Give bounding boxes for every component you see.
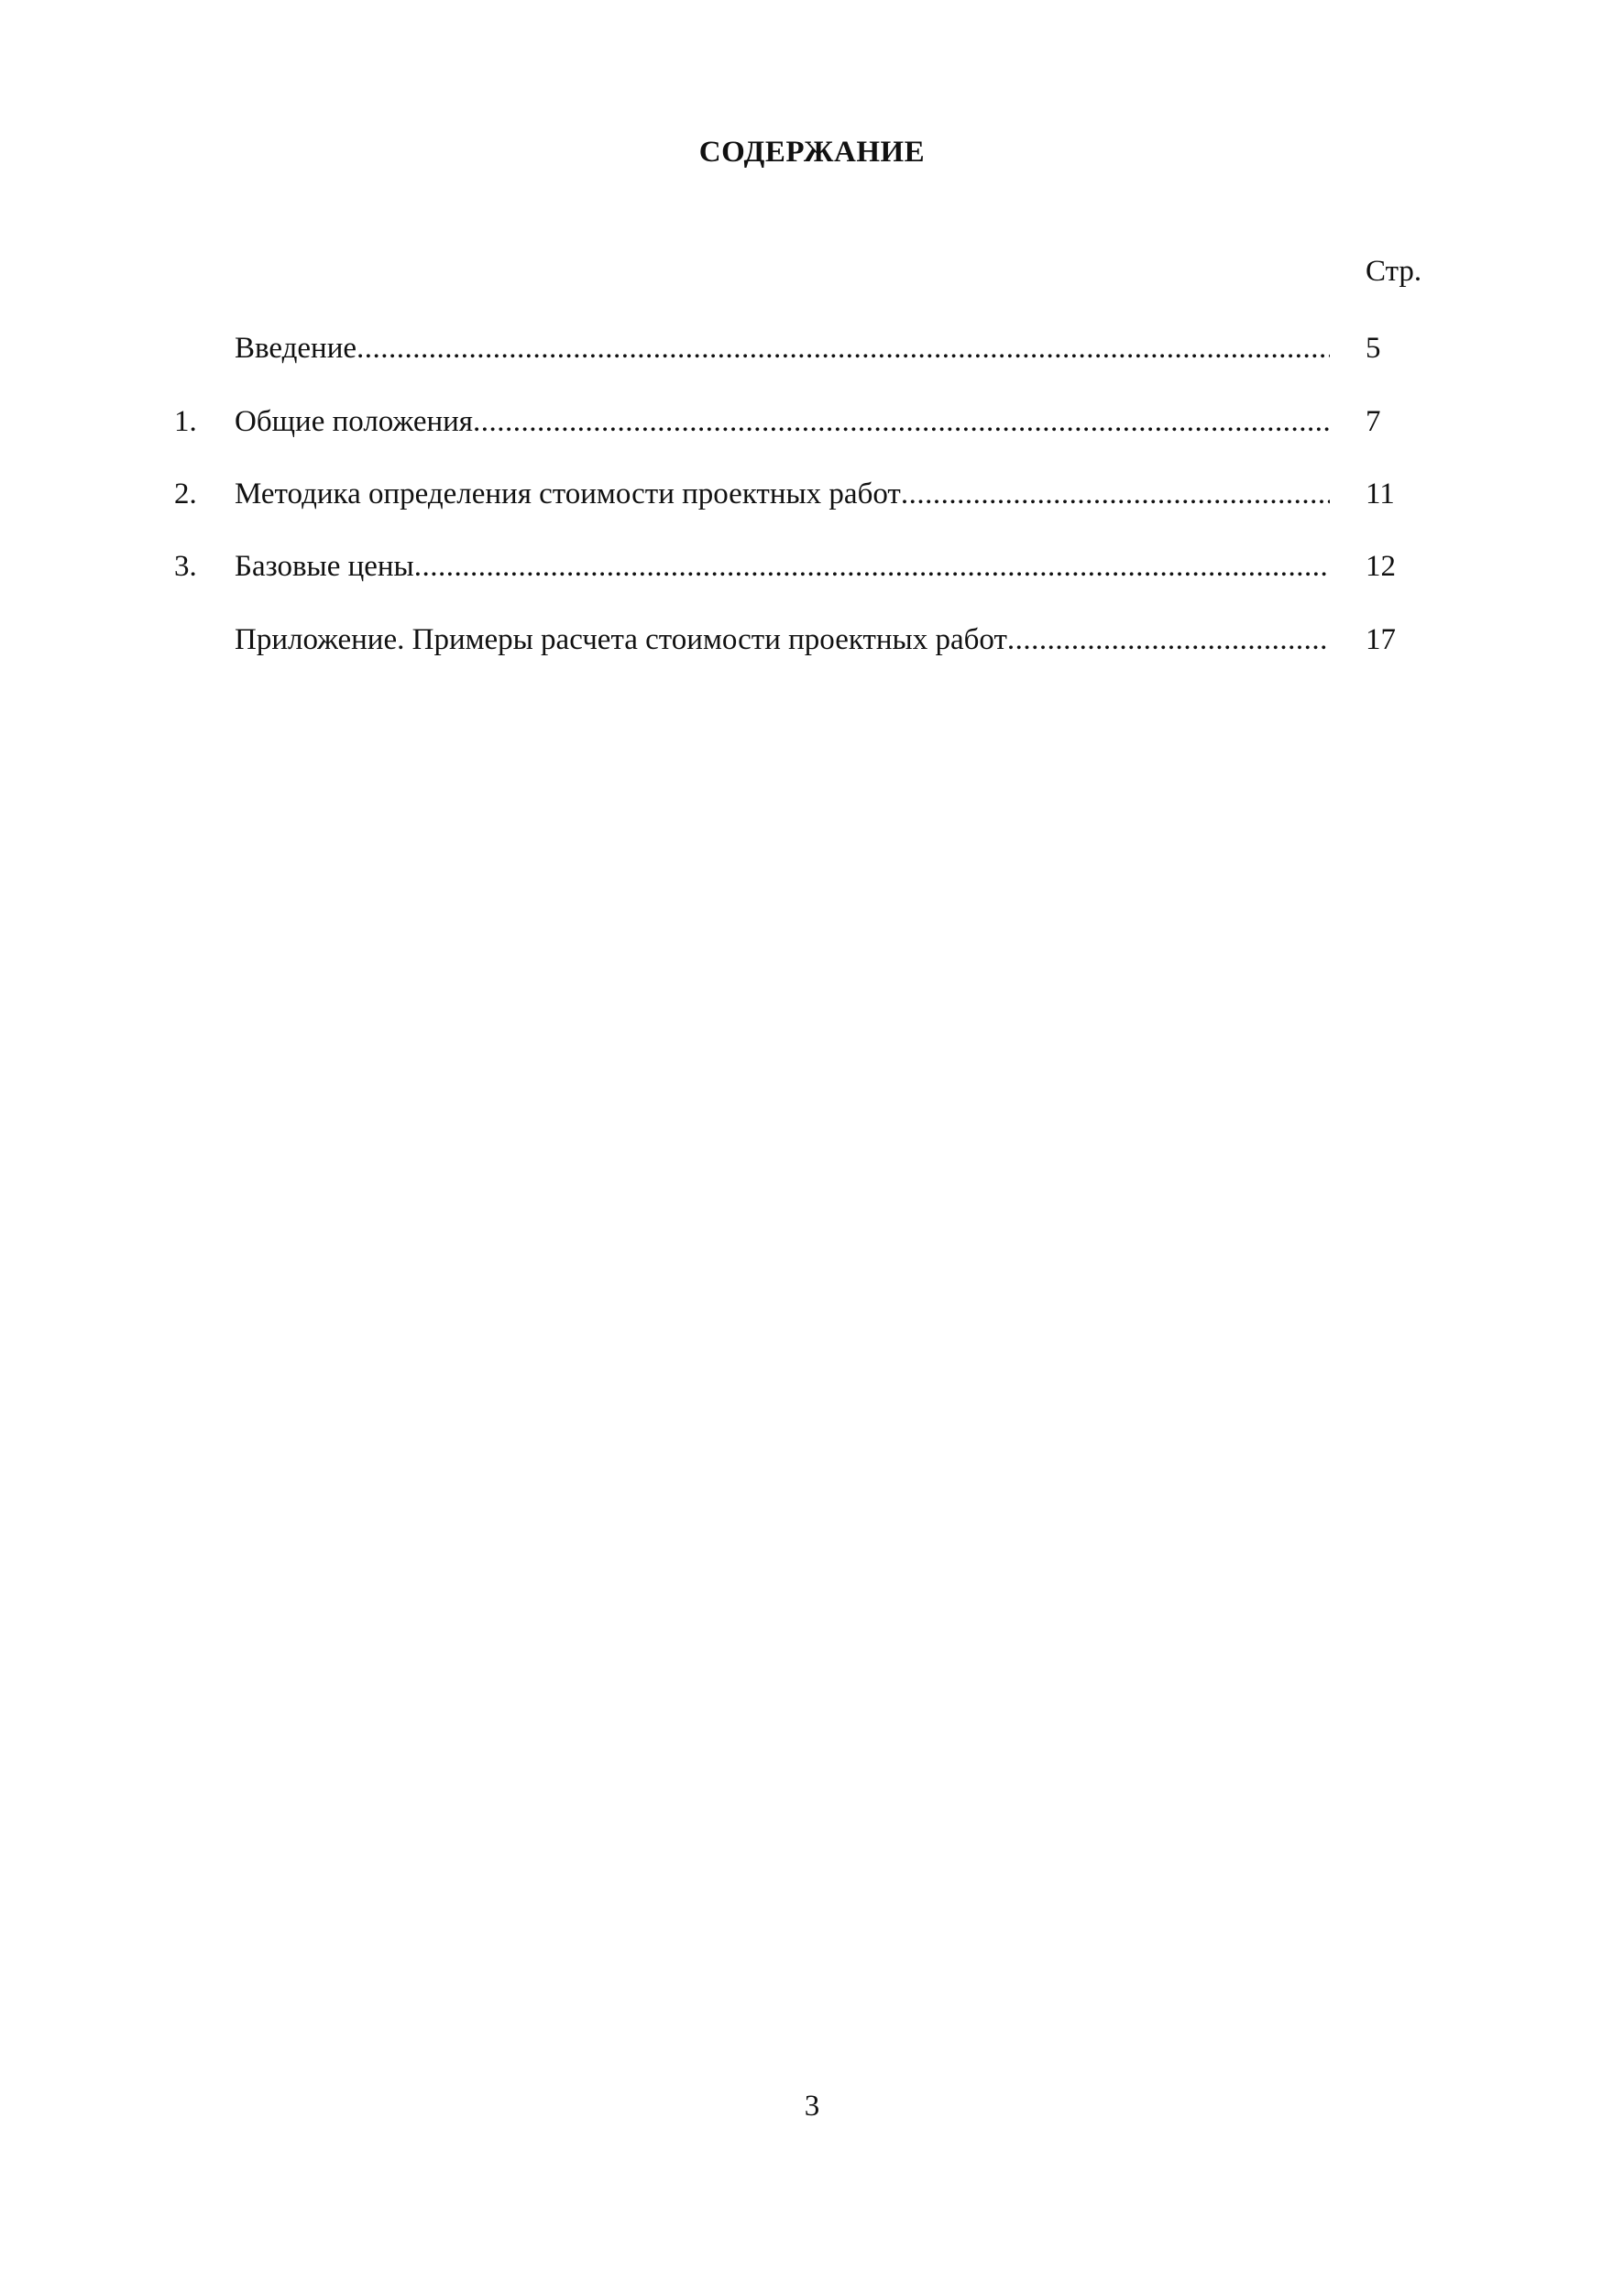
toc-row-page: 11 — [1366, 477, 1395, 510]
toc-row-leader — [901, 477, 1330, 511]
toc-row — [0, 332, 1624, 378]
toc-row — [0, 477, 1624, 523]
toc-row-text: Базовые цены — [235, 550, 414, 583]
toc-row-leader — [1007, 623, 1330, 657]
toc-row-text: Введение — [235, 332, 357, 365]
toc-row-leader — [357, 332, 1330, 366]
toc-row-entry — [235, 550, 1330, 584]
toc-row-text: Общие положения — [235, 405, 473, 438]
toc-row-entry — [235, 477, 1330, 511]
toc-title: СОДЕРЖАНИЕ — [698, 136, 926, 169]
toc-row-page: 17 — [1366, 623, 1396, 656]
toc-row-entry — [235, 623, 1330, 657]
page-column-label: Стр. — [1366, 255, 1422, 288]
toc-row-entry — [235, 405, 1330, 439]
toc-row-page: 12 — [1366, 550, 1396, 583]
toc-row-entry — [235, 332, 1330, 366]
toc-row-number: 2. — [174, 477, 197, 510]
toc-row-page: 5 — [1366, 332, 1381, 365]
toc-row — [0, 405, 1624, 451]
toc-row-text: Приложение. Примеры расчета стоимости проектных работ — [235, 623, 1007, 656]
page-number: 3 — [804, 2090, 820, 2123]
toc-row-text: Методика определения стоимости проектных работ — [235, 477, 901, 510]
toc-row-leader — [414, 550, 1330, 584]
toc-row — [0, 623, 1624, 669]
toc-row — [0, 550, 1624, 596]
toc-row-leader — [473, 405, 1330, 439]
toc-row-number: 3. — [174, 550, 197, 583]
toc-row-number: 1. — [174, 405, 197, 438]
toc-row-page: 7 — [1366, 405, 1381, 438]
